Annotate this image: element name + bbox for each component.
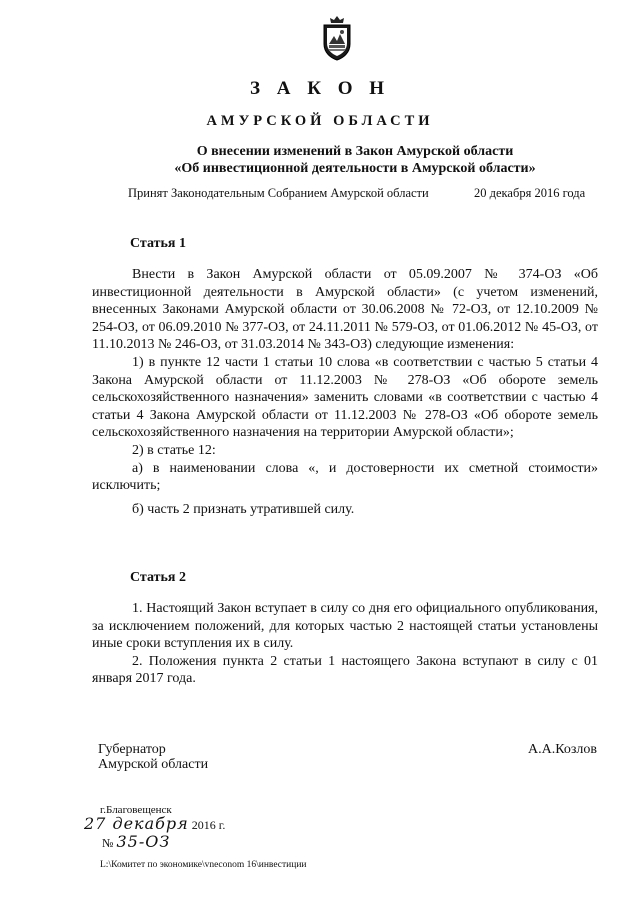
article2-p2: 2. Положения пункта 2 статьи 1 настоящего Закона вступают в силу с 01 января 2017 года. [92,653,598,687]
law-heading-line1: О внесении изменений в Закон Амурской области [196,144,514,159]
article1-body [92,266,598,518]
article1-item2b: б) часть 2 признать утратившей силу. [132,501,355,517]
law-heading-line2: «Об инвестиционной деятельности в Амурской области» [174,161,536,176]
article1-item2: 2) в статье 12: [132,442,216,458]
signer-title-line2: Амурской области [98,757,209,772]
article2-title: Статья 2 [130,570,186,585]
signing-date [84,814,225,833]
adopted-date: 20 декабря 2016 года [474,186,586,200]
article2-p1: 1. Настоящий Закон вступает в силу со дня его официального опубликования, за исключением положений, для которых частью 2 настоящей статьи установлены иные сроки вступления их в силу. [92,601,598,652]
signer-title [98,742,208,772]
law-number-handwritten: 35-ОЗ [116,832,171,851]
document-subtitle: АМУРСКОЙ ОБЛАСТИ [206,113,434,129]
signer-title-line1: Губернатор [98,742,166,757]
law-number [102,832,170,851]
article1-title: Статья 1 [130,236,186,251]
signing-date-handwritten: 27 декабря [84,814,189,833]
article1-intro: Внести в Закон Амурской области от 05.09.2007 № 374-ОЗ «Об инвестиционной деятельности в Амурской области» (с учетом изменений, внесенных Законами Амурской области от 30.06.2008 № 72-ОЗ, от 12.10.2009 № 254-ОЗ, от 06.09.2010 № 377-ОЗ, от 24.11.2011 № 579-ОЗ, от 01.06.2012 № 45-ОЗ, от 11.10.2013 № 246-ОЗ, от 31.03.2014 № 343-ОЗ) следующие изменения: [92,267,598,353]
coat-of-arms-icon [318,14,356,62]
signer-name: А.А.Козлов [528,742,597,757]
article1-item2a: а) в наименовании слова «, и достоверности их сметной стоимости» исключить; [92,460,598,494]
city: г.Благовещенск [100,804,172,816]
file-path: L:\Комитет по экономике\vneconom 16\инвестиции [100,860,307,870]
adopted-by: Принят Законодательным Собранием Амурской области [128,186,429,200]
document-title: З А К О Н [249,78,391,99]
article1-item1: 1) в пункте 12 части 1 статьи 10 слова «в соответствии с частью 5 статьи 4 Закона Амурской области от 11.12.2003 № 278-ОЗ «Об обороте земель сельскохозяйственного назначения» заменить словами «в соответствии с частью 4 статьи 4 Закона Амурской области от 11.12.2003 № 278-ОЗ «Об обороте земель сельскохозяйственного назначения на территории Амурской области»; [92,354,598,441]
article2-body [92,600,598,688]
law-number-prefix: № [102,836,114,850]
law-heading [110,143,600,177]
signing-date-year: 2016 г. [191,818,226,832]
